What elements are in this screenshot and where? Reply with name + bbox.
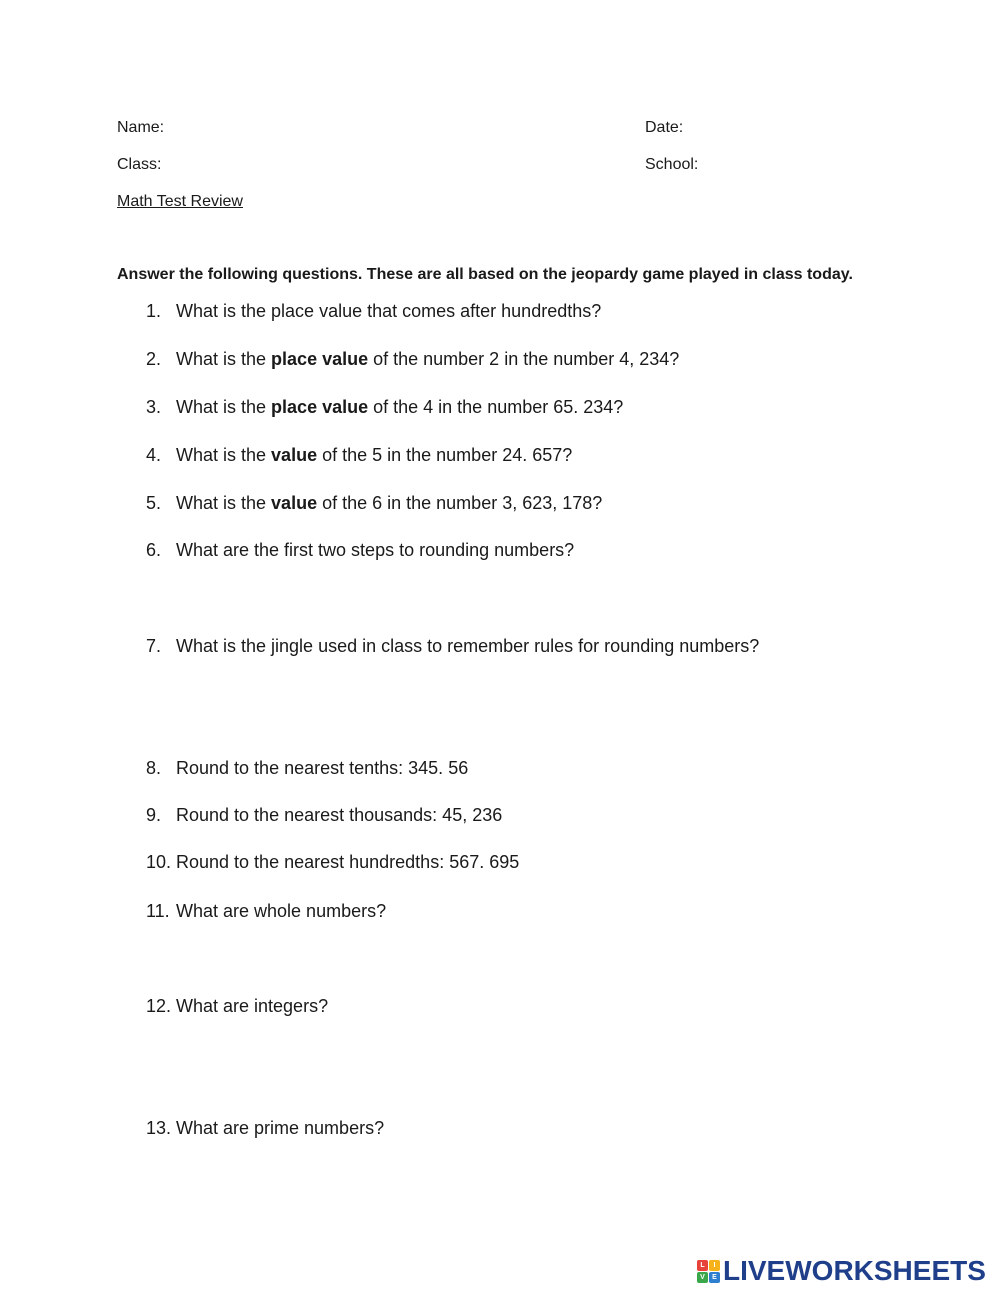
question-5 — [146, 493, 602, 514]
logo-block: L — [697, 1260, 708, 1271]
question-text: Round to the nearest thousands: 45, 236 — [176, 805, 503, 825]
question-number: 3. — [146, 397, 162, 417]
logo-block: V — [697, 1272, 708, 1283]
question-bold-term: place value — [271, 349, 369, 369]
question-text: What are prime numbers? — [176, 1118, 385, 1138]
date-label: Date: — [645, 119, 684, 136]
school-label: School: — [645, 156, 699, 173]
question-number: 12. — [146, 996, 172, 1016]
question-9 — [146, 805, 502, 826]
question-text-end: of the number 2 in the number 4, 234? — [368, 349, 680, 369]
class-label: Class: — [117, 156, 162, 173]
question-text: What are whole numbers? — [176, 901, 387, 921]
question-text-end: of the 4 in the number 65. 234? — [368, 397, 624, 417]
question-number: 13. — [146, 1118, 172, 1138]
question-number: 1. — [146, 301, 162, 321]
question-number: 8. — [146, 758, 162, 778]
question-number: 5. — [146, 493, 162, 513]
question-12 — [146, 996, 328, 1017]
question-text-end: of the 5 in the number 24. 657? — [317, 445, 573, 465]
question-number: 7. — [146, 636, 162, 656]
question-text: What is the — [176, 493, 272, 513]
question-number: 10. — [146, 852, 172, 872]
question-text-end: of the 6 in the number 3, 623, 178? — [317, 493, 603, 513]
question-8 — [146, 758, 468, 779]
question-4 — [146, 445, 572, 466]
question-text: What is the jingle used in class to remember rules for rounding numbers? — [176, 636, 760, 656]
question-text: Round to the nearest hundredths: 567. 695 — [176, 852, 520, 872]
question-13 — [146, 1118, 384, 1139]
question-number: 2. — [146, 349, 162, 369]
page-title: Math Test Review — [117, 193, 243, 210]
question-text: What is the — [176, 349, 272, 369]
question-3 — [146, 397, 623, 418]
question-number: 4. — [146, 445, 162, 465]
question-text: What is the place value that comes after hundredths? — [176, 301, 602, 321]
question-number: 6. — [146, 540, 162, 560]
question-2 — [146, 349, 679, 370]
name-label: Name: — [117, 119, 165, 136]
question-number: 9. — [146, 805, 162, 825]
question-bold-term: value — [271, 445, 318, 465]
question-text: What is the — [176, 445, 272, 465]
question-11 — [146, 901, 386, 922]
question-10 — [146, 852, 519, 873]
logo-block: E — [709, 1272, 720, 1283]
question-bold-term: place value — [271, 397, 369, 417]
logo-blocks-icon — [697, 1260, 720, 1283]
logo-block: I — [709, 1260, 720, 1271]
question-7 — [146, 636, 759, 657]
logo-text: LIVEWORKSHEETS — [723, 1255, 986, 1286]
question-text: Round to the nearest tenths: 345. 56 — [176, 758, 469, 778]
question-text: What are integers? — [176, 996, 329, 1016]
question-text: What are the first two steps to rounding numbers? — [176, 540, 575, 560]
question-number: 11. — [146, 901, 170, 921]
instructions: Answer the following questions. These are all based on the jeopardy game played in class today. — [117, 266, 853, 283]
question-text: What is the — [176, 397, 272, 417]
liveworksheets-logo — [697, 1254, 986, 1288]
question-bold-term: value — [271, 493, 318, 513]
question-6 — [146, 540, 574, 561]
question-1 — [146, 301, 601, 322]
